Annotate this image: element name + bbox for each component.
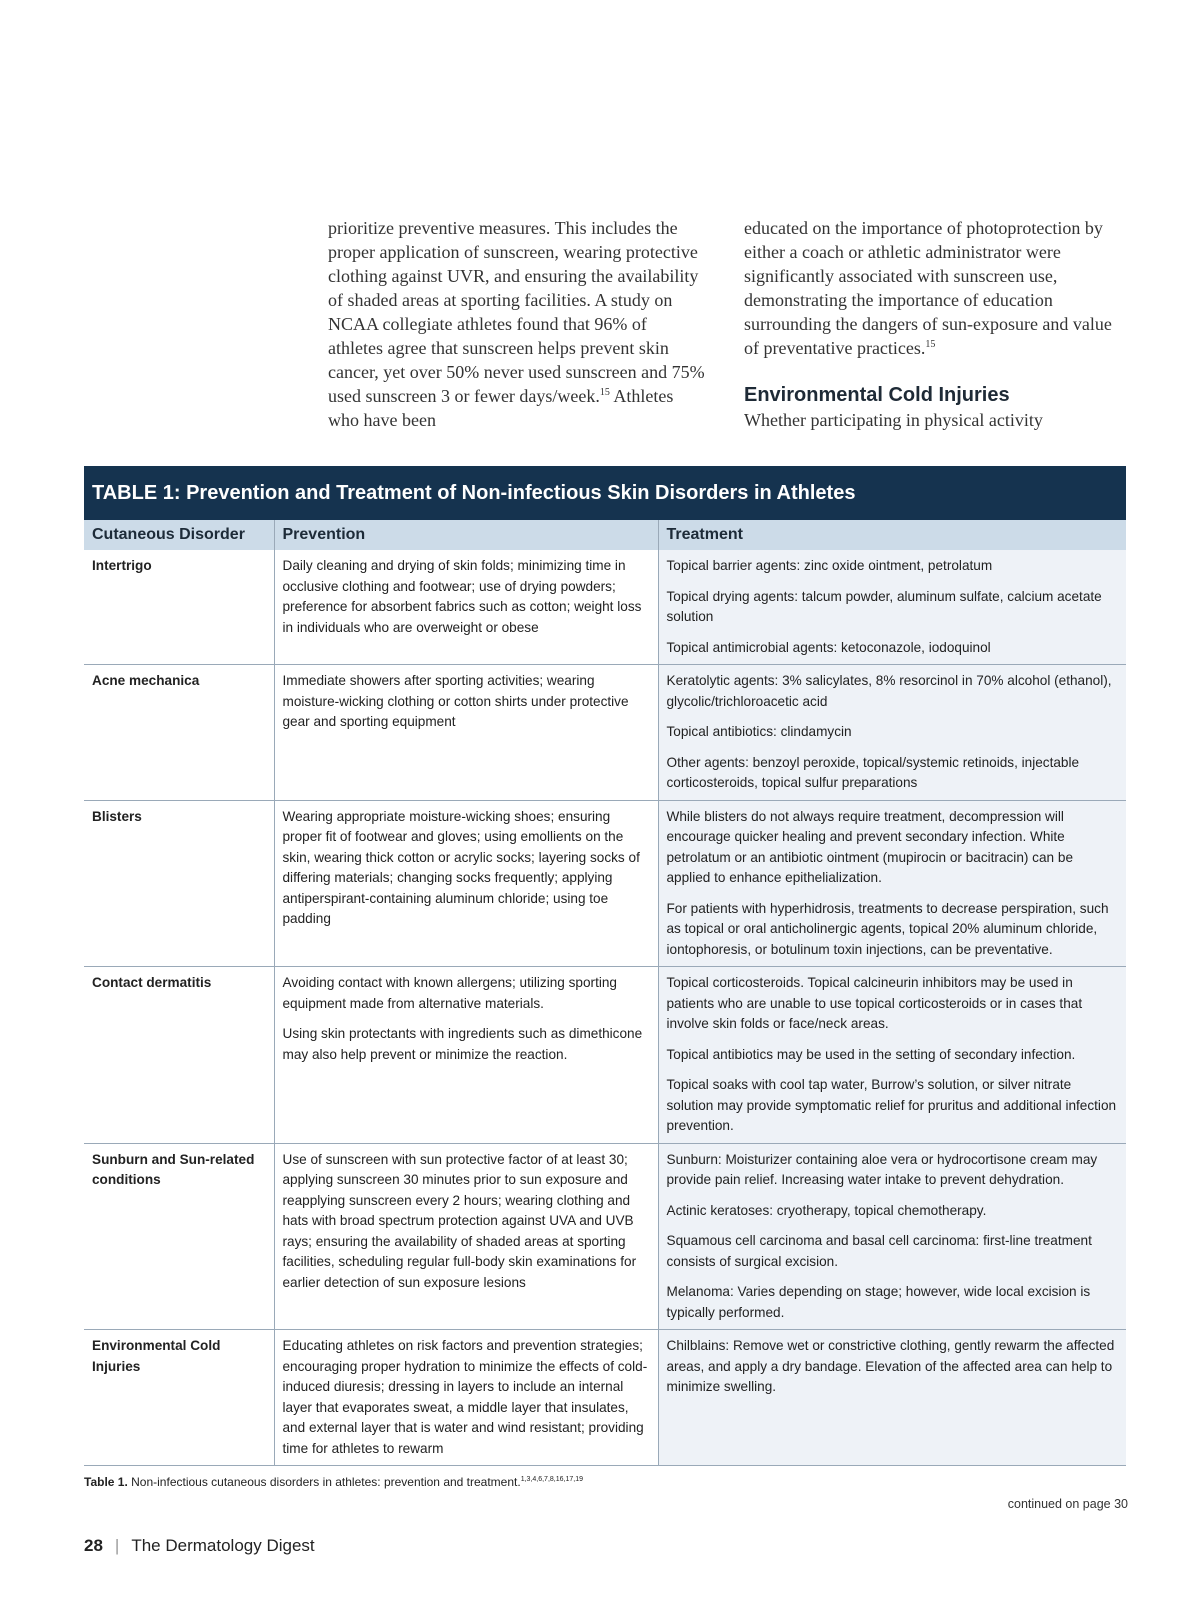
table-row <box>84 1143 1126 1330</box>
treatment-paragraph: Topical drying agents: talcum powder, aluminum sulfate, calcium acetate solution <box>666 588 1102 624</box>
prevention-paragraph: Using skin protectants with ingredients such as dimethicone may also help prevent or minimize the reaction. <box>282 1026 643 1062</box>
prevention-paragraph: Educating athletes on risk factors and prevention strategies; encouraging proper hydration to minimize the effects of cold-induced diuresis; dressing in layers to include an internal layer that evaporates sweat, a middle layer that insulates, and external layer that is water and wind resistant; providing time for athletes to rewarm <box>282 1338 648 1456</box>
table-title: TABLE 1: Prevention and Treatment of Non-infectious Skin Disorders in Athletes <box>84 466 1126 520</box>
body-paragraph: prioritize preventive measures. This includes the proper application of sunscreen, wearing protective clothing against UVR, and ensuring the availability of shaded areas at sporting facilities. A study on NCAA collegiate athletes found that 96% of athletes agree that sunscreen helps prevent skin cancer, yet over 50% never used sunscreen and 75% used sunscreen 3 or fewer days/week.$^{15}$ Athletes who have been <box>328 218 705 430</box>
citation: 15 <box>599 387 610 398</box>
prevention-paragraph: Immediate showers after sporting activities; wearing moisture-wicking clothing or cotton shirts under protective gear and sporting equipment <box>282 673 629 729</box>
treatment-paragraph: Melanoma: Varies depending on stage; however, wide local excision is typically performed. <box>666 1284 1091 1320</box>
cell-prevention <box>274 1143 658 1330</box>
treatment-paragraph: Other agents: benzoyl peroxide, topical/systemic retinoids, injectable corticosteroids, topical sulfur preparations <box>666 754 1080 790</box>
table-row <box>84 665 1126 801</box>
caption-text: Non-infectious cutaneous disorders in athletes: prevention and treatment. <box>127 1475 521 1489</box>
section-heading: Environmental Cold Injuries <box>744 384 1010 406</box>
cell-treatment <box>658 967 1126 1144</box>
table-1 <box>84 466 1126 1466</box>
treatment-paragraph: Topical barrier agents: zinc oxide ointment, petrolatum <box>666 558 993 573</box>
prevention-paragraph: Daily cleaning and drying of skin folds; minimizing time in occlusive clothing and footwear; use of drying powders; preference for absorbent fabrics such as cotton; weight loss in individuals who are overweight or obese <box>282 558 642 635</box>
cell-prevention <box>274 1330 658 1466</box>
cell-disorder: Contact dermatitis <box>84 967 274 1144</box>
body-column-left <box>328 216 706 432</box>
caption-label: Table 1. <box>84 1475 128 1489</box>
cell-treatment <box>658 800 1126 967</box>
cell-treatment <box>658 1143 1126 1330</box>
citation: 15 <box>925 339 936 350</box>
treatment-paragraph: Actinic keratoses: cryotherapy, topical chemotherapy. <box>666 1202 987 1218</box>
treatment-paragraph: Keratolytic agents: 3% salicylates, 8% resorcinol in 70% alcohol (ethanol), glycolic/trichloroacetic acid <box>666 673 1112 709</box>
header-prevention: Prevention <box>274 520 658 550</box>
continued-note: continued on page 30 <box>1007 1497 1128 1511</box>
caption-refs: 1,3,4,6,7,8,16,17,19 <box>520 1476 583 1483</box>
cell-disorder: Acne mechanica <box>84 665 274 801</box>
treatment-paragraph: Sunburn: Moisturizer containing aloe vera or hydrocortisone cream may provide pain relief. Increasing water intake to prevent dehydration. <box>666 1151 1098 1187</box>
header-treatment: Treatment <box>658 520 1126 550</box>
disorders-table <box>84 520 1126 1466</box>
header-cutaneous-disorder: Cutaneous Disorder <box>84 520 274 550</box>
footer-divider: | <box>114 1536 120 1555</box>
treatment-paragraph: Topical antimicrobial agents: ketoconazole, iodoquinol <box>666 639 991 655</box>
table-row <box>84 967 1126 1144</box>
cell-prevention <box>274 800 658 967</box>
treatment-paragraph: Topical antibiotics: clindamycin <box>666 724 852 739</box>
treatment-paragraph: Chilblains: Remove wet or constrictive clothing, gently rewarm the affected areas, and apply a dry bandage. Elevation of the affected area can help to minimize swelling. <box>666 1338 1115 1394</box>
cell-treatment <box>658 550 1126 665</box>
prevention-paragraph: Wearing appropriate moisture-wicking shoes; ensuring proper fit of footwear and gloves; using emollients on the skin, wearing thick cotton or acrylic socks; layering socks of differing materials; changing socks frequently; applying antiperspirant-containing aluminum chloride; using toe padding <box>282 808 640 926</box>
body-paragraph: educated on the importance of photoprotection by either a coach or athletic administrator were significantly associated with sunscreen use, demonstrating the importance of education surrounding the dangers of sun-exposure and value of preventative practices.$^{15}$ <box>744 218 1112 358</box>
treatment-paragraph: Topical corticosteroids. Topical calcineurin inhibitors may be used in patients who are unable to use topical corticosteroids or in cases that involve skin folds or face/neck areas. <box>666 975 1083 1031</box>
table-row <box>84 550 1126 665</box>
table-row <box>84 800 1126 967</box>
treatment-paragraph: Squamous cell carcinoma and basal cell carcinoma: first-line treatment consists of surgical excision. <box>666 1233 1092 1269</box>
page-footer <box>84 1536 315 1556</box>
treatment-paragraph: While blisters do not always require treatment, decompression will encourage quicker healing and prevent secondary infection. White petrolatum or an antibiotic ointment (mupirocin or bacitracin) can be applied to enhance epithelialization. <box>666 808 1073 885</box>
cell-treatment <box>658 665 1126 801</box>
table-caption <box>84 1475 583 1489</box>
publication-name: The Dermatology Digest <box>131 1536 315 1555</box>
cell-disorder: Blisters <box>84 800 274 967</box>
cell-treatment <box>658 1330 1126 1466</box>
cell-disorder: Sunburn and Sun-related conditions <box>84 1143 274 1330</box>
cell-disorder: Intertrigo <box>84 550 274 665</box>
body-column-right <box>744 216 1130 432</box>
treatment-paragraph: Topical soaks with cool tap water, Burrow’s solution, or silver nitrate solution may provide symptomatic relief for pruritus and additional infection prevention. <box>666 1077 1117 1133</box>
page-number: 28 <box>84 1536 103 1555</box>
prevention-paragraph: Use of sunscreen with sun protective factor of at least 30; applying sunscreen 30 minutes prior to sun exposure and reapplying sunscreen every 2 hours; wearing clothing and hats with broad spectrum protection against UVA and UVB rays; ensuring the availability of shaded areas at sporting facilities, scheduling regular full-body skin examinations for earlier detection of sun exposure lesions <box>282 1151 637 1290</box>
prevention-paragraph: Avoiding contact with known allergens; utilizing sporting equipment made from alternative materials. <box>282 975 617 1011</box>
cell-disorder: Environmental Cold Injuries <box>84 1330 274 1466</box>
treatment-paragraph: For patients with hyperhidrosis, treatments to decrease perspiration, such as topical or oral anticholinergic agents, topical 20% aluminum chloride, iontophoresis, or botulinum toxin injections, can be preventative. <box>666 900 1109 957</box>
cell-prevention <box>274 550 658 665</box>
body-paragraph: Whether participating in physical activity <box>744 410 1043 430</box>
table-header-row <box>84 520 1126 550</box>
cell-prevention <box>274 665 658 801</box>
treatment-paragraph: Topical antibiotics may be used in the setting of secondary infection. <box>666 1046 1076 1062</box>
cell-prevention <box>274 967 658 1144</box>
table-row <box>84 1330 1126 1466</box>
